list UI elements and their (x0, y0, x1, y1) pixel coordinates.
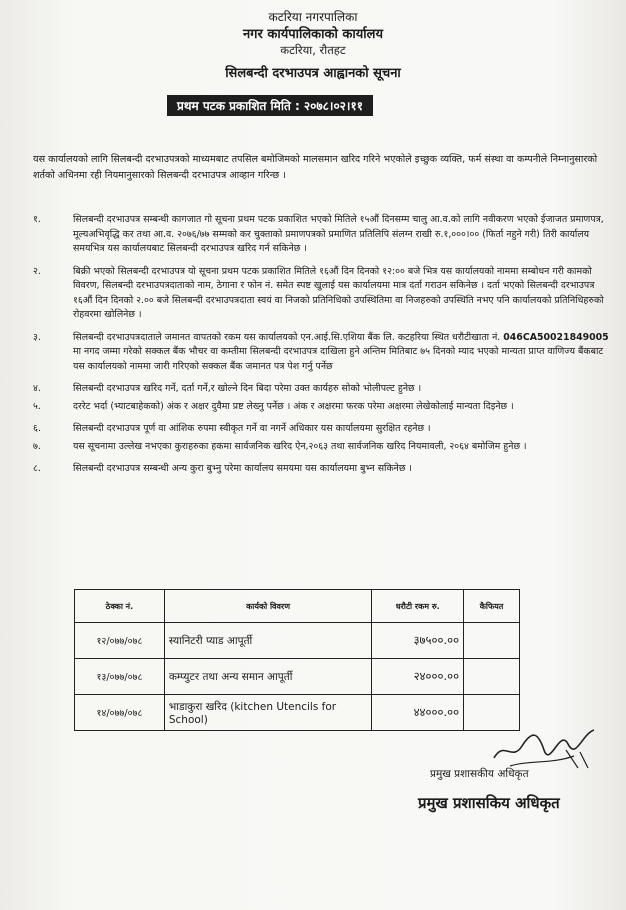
condition-item (33, 440, 613, 455)
condition-text: यस सूचनामा उल्लेख नभएका कुराहरुका हकमा सार्वजनिक खरिद ऐन,२०६३ तथा सार्वजनिक खरिद नियमावली, २०६४ बमोजिम हुनेछ । (73, 440, 527, 452)
table-row (75, 659, 520, 695)
table-row (75, 695, 520, 731)
description-cell: कम्प्युटर तथा अन्य समान आपूर्ती (164, 659, 371, 695)
condition-item (33, 422, 613, 437)
condition-item (33, 400, 613, 415)
description-cell: स्यानिटरी प्याड आपूर्ती (164, 623, 371, 659)
contract-no-cell: १२/०७७/०७८ (75, 623, 165, 659)
condition-number: १. (33, 214, 41, 225)
condition-text: बिक्री भएको सिलबन्दी दरभाउपत्र यो सूचना प्रथम पटक प्रकाशित मितिले १६औं दिन दिनको १२:०० बजे भित्र यस कार्यालयको नाममा सम्बोधन गरी कामको विवरण, सिलबन्दी दरभाउपत्रदाताको नाम, ठेगाना र फोन नं. समेत स्पष्ट खुलाई यस कार्यालयमा मात्र दर्ता गराउन सकिनेछ । दर्ता भएको सिलबन्दी दरभाउपत्र १६औं दिन दिनको २.०० बजे सिलबन्दी दरभाउपत्रदाता स्वयं वा निजको प्रतिनिधिको उपस्थितिमा वा निजहरुको उपस्थिति नभए पनि कार्यालयको प्रतिनिधिहरुको रोहवरमा खोलिनेछ । (73, 265, 604, 320)
condition-text-part: सिलबन्दी दरभाउपत्रदाताले जमानत वापतको रकम यस कार्यालयको एन.आई.सि.एशिया बैंक लि. कटहरिया स्थित धरौटीखाता नं. (73, 331, 504, 343)
condition-text: सिलबन्दी दरभाउपत्र सम्बन्धी अन्य कुरा बुभ्नु परेमा कार्यालय समयमा यस कार्यालयमा बुभ्न सकिनेछ । (73, 463, 412, 474)
tender-table (74, 589, 520, 731)
condition-item (33, 462, 613, 477)
header-deposit: धरौटी रकम रु. (372, 590, 464, 623)
deposit-cell: ४४०००.०० (372, 695, 464, 731)
description-cell: भाडाकुरा खरिद (kitchen Utencils for School) (164, 695, 371, 731)
header-remarks: कैफियत (464, 590, 520, 623)
condition-item (33, 265, 613, 323)
table-header-row (75, 590, 520, 623)
signatory-title: प्रमुख प्रशासकीय अधिकृत (430, 768, 529, 780)
condition-number: ८. (33, 463, 41, 474)
remarks-cell (464, 659, 520, 695)
condition-number: ४. (33, 383, 41, 394)
deposit-cell: ३७५००.०० (372, 623, 464, 659)
contract-no-cell: १४/०७७/०७८ (75, 695, 165, 731)
condition-text (73, 331, 613, 375)
condition-text: सिलबन्दी दरभाउपत्र खरिद गर्ने, दर्ता गर्ने,र खोल्ने दिन बिदा परेमा उक्त कार्यहरु सोको भोलीपल्ट हुनेछ । (73, 383, 422, 394)
condition-number: ३. (33, 331, 41, 343)
conditions-list (33, 213, 613, 480)
signatory-stamp: प्रमुख प्रशासकिय अधिकृत (418, 794, 560, 812)
condition-number: ५. (33, 400, 41, 412)
office-title: नगर कार्यपालिकाको कार्यालय (242, 27, 384, 42)
office-location: कटरिया, रौतहट (280, 43, 346, 57)
contract-no-cell: १३/०७७/०७८ (75, 659, 165, 695)
condition-item (33, 382, 613, 397)
deposit-cell: २४०००.०० (372, 659, 464, 695)
condition-item (33, 213, 613, 257)
condition-text-part: मा नगद जम्मा गरेको सक्कल बैंक भौचर वा कम्तीमा सिलबन्दी दरभाउपत्र दाखिला हुने अन्तिम मितिबाट ७५ दिनको म्याद भएको मान्यता प्राप्त वाणिज्य बैंकबाट यस कार्यालयको नाममा जारी गरिएको सक्कल बैंक जमानत पत्र पेश गर्नु पर्नेछ (73, 346, 604, 372)
condition-number: ६. (33, 423, 41, 434)
remarks-cell (464, 623, 520, 659)
condition-text: सिलबन्दी दरभाउपत्र सम्बन्धी कागजात गो सूचना प्रथम पटक प्रकाशित भएको मितिले १५औं दिनसम्म चालु आ.व.को लागि नवीकरण भएको ईजाजत प्रमाणपत्र, मूल्यअभिवृद्धि कर तथा आ.व. २०७६/७७ सम्मको कर चुक्ताको प्रमाणपत्रको प्रमाणित प्रतिलिपि संलग्न राखी रु.१,०००।०० (फिर्ता नहुने गरी) तिरी कार्यालय समयभित्र यस कार्यालयबाट सिलबन्दी दरभाउपत्र खरिद गर्न सकिनेछ । (73, 214, 604, 254)
table-row (75, 623, 520, 659)
deposit-account-number: 046CA50021849005 (503, 331, 609, 343)
condition-number: २. (33, 265, 41, 277)
condition-number: ७. (33, 440, 41, 452)
handwritten-signature (490, 722, 600, 772)
office-name: कटरिया नगरपालिका (268, 10, 358, 24)
condition-item (33, 331, 613, 375)
notice-title: सिलबन्दी दरभाउपत्र आह्वानको सूचना (225, 66, 401, 81)
condition-text: सिलबन्दी दरभाउपत्र पूर्ण वा आंशिक रुपमा स्वीकृत गर्ने वा नगर्ने अधिकार यस कार्यालयमा सुरक्षित रहनेछ । (73, 423, 431, 434)
publish-date-banner: प्रथम पटक प्रकाशित मिति : २०७८।०२।११ (167, 95, 373, 116)
header-description: कार्यको विवरण (164, 590, 371, 623)
intro-paragraph: यस कार्यालयको लागि सिलबन्दी दरभाउपत्रको माध्यमबाट तपसिल बमोजिमको मालसमान खरिद गरिने भएकोले इच्छुक व्यक्ति, फर्म संस्था वा कम्पनीले निम्नानुसारको शर्तको अधिनमा रही नियमानुसारको सिलबन्दी दरभाउपत्र आव्हान गरिन्छ । (33, 154, 598, 181)
header-contract-no: ठेक्का नं. (75, 590, 165, 623)
condition-text: दररेट भर्दा (भ्याटबाहेकको) अंक र अक्षर दुवैमा प्रष्ट लेख्नु पर्नेछ । अंक र अक्षरमा फरक परेमा अक्षरमा लेखेकोलाई मान्यता दिइनेछ । (73, 400, 514, 412)
